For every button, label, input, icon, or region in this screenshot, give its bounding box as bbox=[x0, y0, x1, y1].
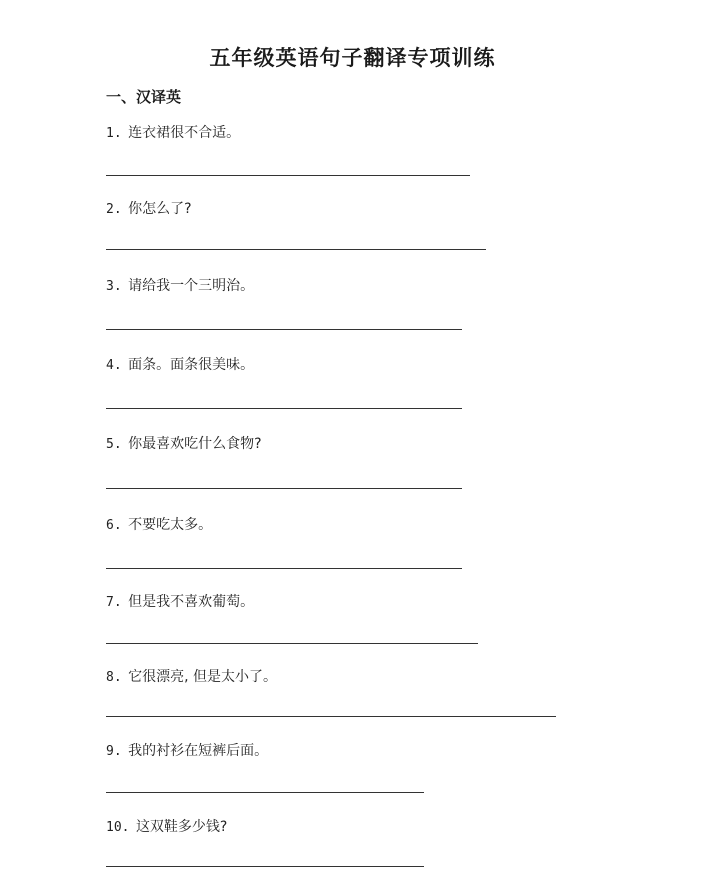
question-text: 你最喜欢吃什么食物? bbox=[128, 436, 262, 452]
question-9 bbox=[106, 740, 268, 760]
question-5 bbox=[106, 433, 262, 453]
question-4 bbox=[106, 354, 254, 374]
question-number: 9. bbox=[106, 744, 122, 759]
question-7 bbox=[106, 591, 254, 611]
question-6 bbox=[106, 514, 212, 534]
question-text: 但是我不喜欢葡萄。 bbox=[128, 594, 255, 610]
question-1 bbox=[106, 122, 240, 142]
answer-line-6[interactable] bbox=[106, 568, 462, 569]
question-number: 4. bbox=[106, 358, 122, 373]
section-heading: 一、汉译英 bbox=[106, 88, 182, 106]
question-10 bbox=[106, 816, 227, 836]
answer-line-3[interactable] bbox=[106, 329, 462, 330]
question-text: 面条。面条很美味。 bbox=[128, 357, 255, 373]
question-text: 这双鞋多少钱? bbox=[135, 819, 228, 835]
question-number: 10. bbox=[106, 820, 130, 835]
question-text: 你怎么了? bbox=[128, 201, 192, 217]
question-number: 7. bbox=[106, 595, 122, 610]
question-number: 8. bbox=[106, 670, 122, 685]
question-number: 1. bbox=[106, 126, 122, 141]
answer-line-1[interactable] bbox=[106, 175, 470, 176]
question-number: 2. bbox=[106, 202, 122, 217]
question-number: 6. bbox=[106, 518, 122, 533]
question-number: 5. bbox=[106, 437, 122, 452]
question-text: 连衣裙很不合适。 bbox=[128, 125, 241, 141]
answer-line-8[interactable] bbox=[106, 716, 556, 717]
answer-line-5[interactable] bbox=[106, 488, 462, 489]
answer-line-4[interactable] bbox=[106, 408, 462, 409]
question-8 bbox=[106, 666, 277, 686]
question-text: 它很漂亮, 但是太小了。 bbox=[128, 669, 278, 685]
answer-line-2[interactable] bbox=[106, 249, 486, 250]
answer-line-7[interactable] bbox=[106, 643, 478, 644]
question-text: 请给我一个三明治。 bbox=[128, 278, 255, 294]
question-text: 不要吃太多。 bbox=[128, 517, 213, 533]
question-3 bbox=[106, 275, 254, 295]
question-2 bbox=[106, 198, 192, 218]
answer-line-9[interactable] bbox=[106, 792, 424, 793]
question-number: 3. bbox=[106, 279, 122, 294]
question-text: 我的衬衫在短裤后面。 bbox=[128, 743, 269, 759]
page-title: 五年级英语句子翻译专项训练 bbox=[209, 45, 496, 70]
answer-line-10[interactable] bbox=[106, 866, 424, 867]
